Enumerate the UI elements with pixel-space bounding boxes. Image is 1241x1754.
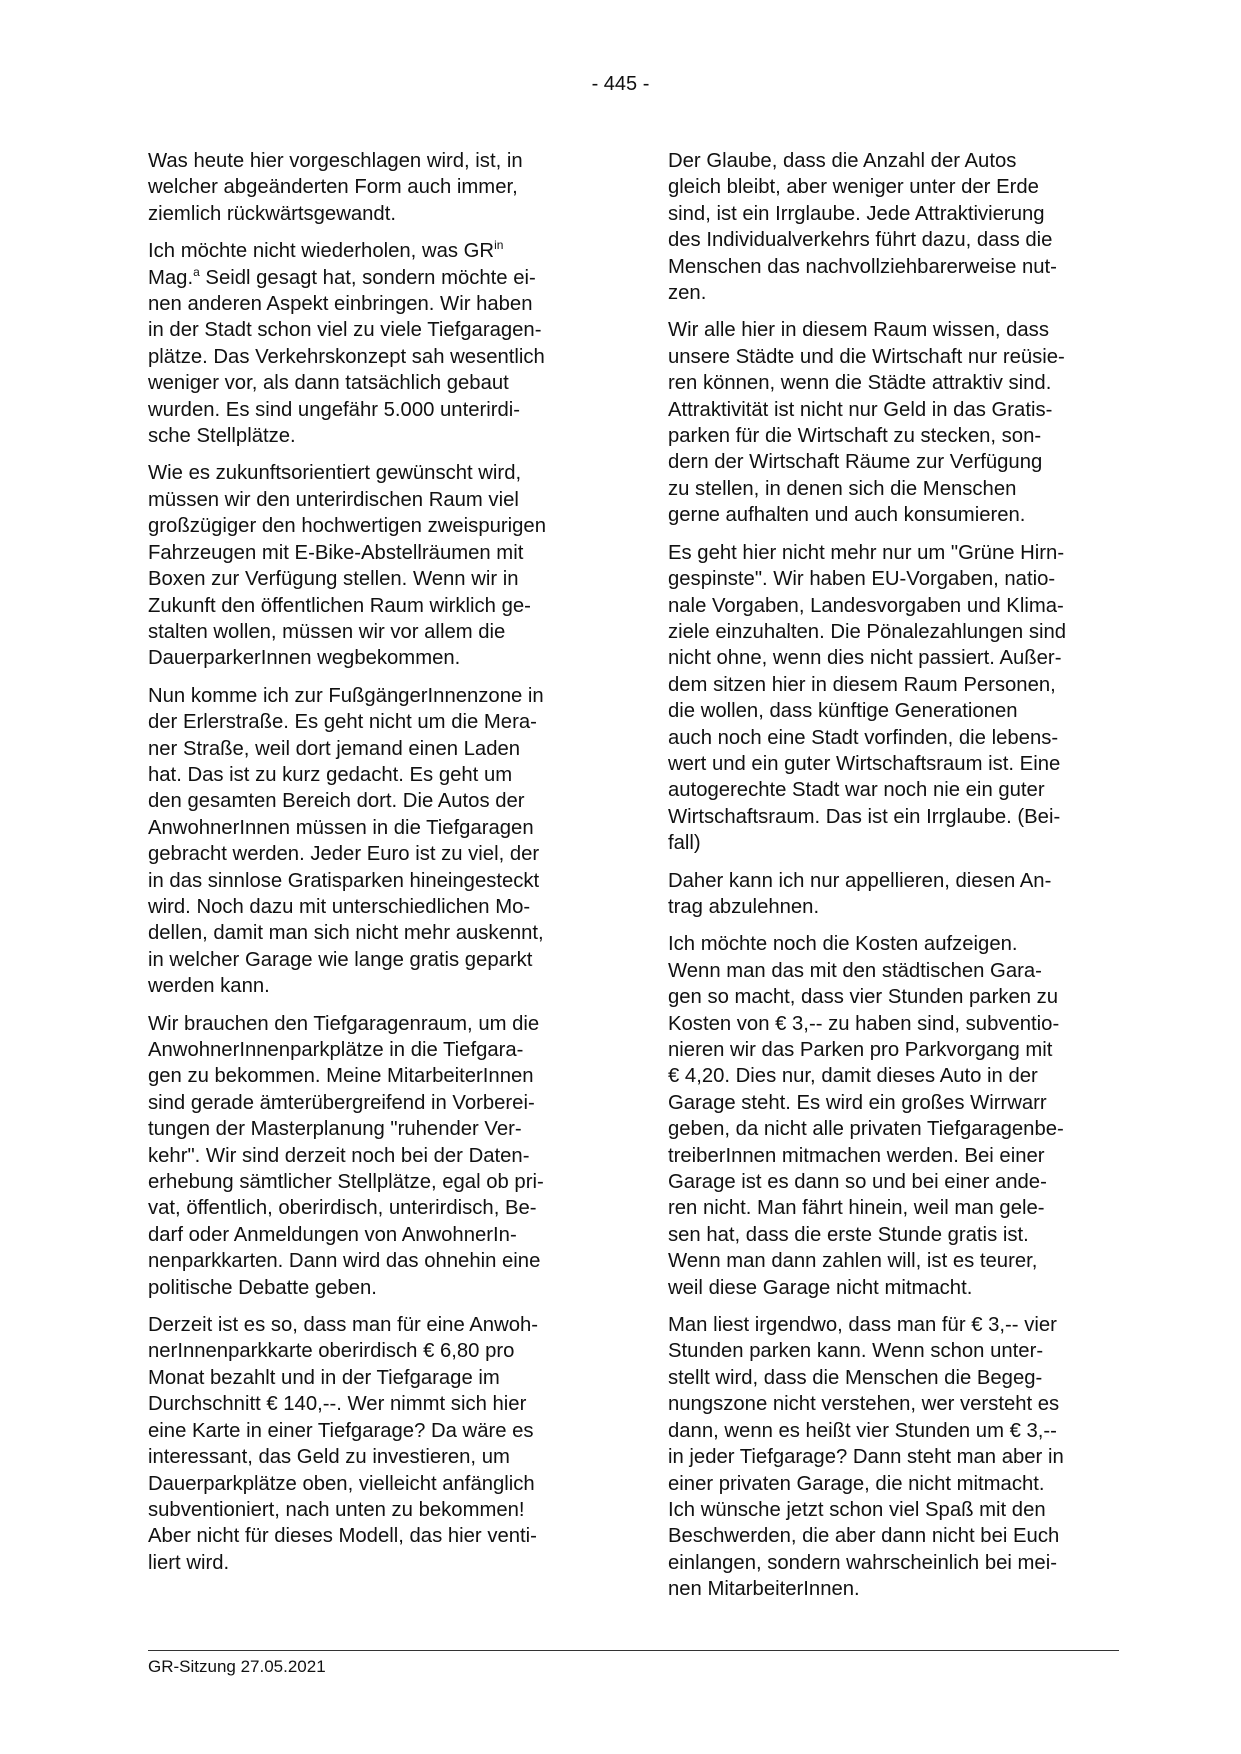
text-line: wurden. Es sind ungefähr 5.000 unterirdi-: [148, 398, 521, 421]
text-line: Boxen zur Verfügung stellen. Wenn wir in: [148, 568, 519, 591]
text-line: Ich möchte nicht wiederholen, was GR: [148, 240, 495, 263]
footer-divider: [148, 1650, 1119, 1651]
text-line: sind gerade ämterübergreifend in Vorberei-: [148, 1091, 535, 1114]
paragraph: [668, 540, 1120, 857]
text-line: Menschen das nachvollziehbarerweise nut-: [668, 255, 1057, 278]
text-line: Wenn man das mit den städtischen Gara-: [668, 959, 1042, 982]
text-line: Aber nicht für dieses Modell, das hier venti-: [148, 1525, 537, 1548]
text-line: einlangen, sondern wahrscheinlich bei mei-: [668, 1551, 1057, 1574]
text-line: politische Debatte geben.: [148, 1276, 377, 1299]
text-line: zen.: [668, 282, 707, 305]
text-line: in das sinnlose Gratisparken hineingesteckt: [148, 869, 540, 892]
text-line: erhebung sämtlicher Stellplätze, egal ob pri-: [148, 1171, 544, 1194]
text-line: sen hat, dass die erste Stunde gratis ist.: [668, 1223, 1029, 1246]
text-line: Seidl gesagt hat, sondern möchte ei-: [199, 266, 536, 289]
text-line: Man liest irgendwo, dass man für € 3,-- vier: [668, 1314, 1057, 1337]
text-line: autogerechte Stadt war noch nie ein guter: [668, 779, 1045, 802]
text-line: sche Stellplätze.: [148, 425, 296, 448]
text-line: tungen der Masterplanung "ruhender Ver-: [148, 1118, 522, 1141]
text-line: ner Straße, weil dort jemand einen Laden: [148, 737, 521, 760]
footer-session-date: GR-Sitzung 27.05.2021: [148, 1657, 326, 1676]
text-line: gleich bleibt, aber weniger unter der Erde: [668, 176, 1039, 199]
text-line: Was heute hier vorgeschlagen wird, ist, in: [148, 150, 523, 172]
text-line: plätze. Das Verkehrskonzept sah wesentlich: [148, 345, 545, 368]
text-line: Stunden parken kann. Wenn schon unter-: [668, 1340, 1044, 1363]
text-line: parken für die Wirtschaft zu stecken, son-: [668, 425, 1042, 448]
text-line: Wenn man dann zahlen will, ist es teurer,: [668, 1250, 1038, 1273]
text-line: Attraktivität ist nicht nur Geld in das Gratis-: [668, 398, 1053, 421]
text-line: Der Glaube, dass die Anzahl der Autos: [668, 150, 1017, 172]
paragraph: [668, 1312, 1120, 1602]
text-line: sind, ist ein Irrglaube. Jede Attraktivierung: [668, 202, 1045, 225]
left-column: [148, 148, 600, 1587]
text-line: Durchschnitt € 140,--. Wer nimmt sich hier: [148, 1393, 527, 1416]
text-line: Beschwerden, die aber dann nicht bei Euch: [668, 1525, 1060, 1548]
text-line: AnwohnerInnen müssen in die Tiefgaragen: [148, 816, 534, 839]
text-line: ren können, wenn die Städte attraktiv sind.: [668, 372, 1052, 395]
text-line: eine Karte in einer Tiefgarage? Da wäre es: [148, 1419, 534, 1442]
text-line: treiberInnen mitmachen werden. Bei einer: [668, 1144, 1045, 1167]
text-line: vat, öffentlich, oberirdisch, unterirdisch, Be-: [148, 1197, 537, 1220]
text-line: auch noch eine Stadt vorfinden, die lebens-: [668, 726, 1059, 749]
paragraph: [148, 238, 600, 449]
text-line: hat. Das ist zu kurz gedacht. Es geht um: [148, 763, 513, 786]
text-line: nungszone nicht verstehen, wer versteht es: [668, 1393, 1060, 1416]
text-line: großzügiger den hochwertigen zweispurigen: [148, 515, 546, 538]
text-line: des Individualverkehrs führt dazu, dass die: [668, 229, 1053, 252]
text-line: stellt wird, dass die Menschen die Begeg-: [668, 1366, 1043, 1389]
text-line: gebracht werden. Jeder Euro ist zu viel, der: [148, 843, 540, 866]
text-line: zu stellen, in denen sich die Menschen: [668, 477, 1017, 500]
text-line: in welcher Garage wie lange gratis geparkt: [148, 948, 533, 971]
text-line: weniger vor, als dann tatsächlich gebaut: [148, 372, 509, 395]
text-line: AnwohnerInnenparkplätze in die Tiefgara-: [148, 1039, 524, 1061]
text-line: dellen, damit man sich nicht mehr auskennt,: [148, 922, 544, 945]
text-line: Garage ist es dann so und bei einer ande-: [668, 1171, 1047, 1194]
text-line: darf oder Anmeldungen von AnwohnerIn-: [148, 1223, 517, 1246]
paragraph: [148, 460, 600, 671]
text-line: Dauerparkplätze oben, vielleicht anfänglich: [148, 1472, 535, 1495]
paragraph: [668, 931, 1120, 1301]
text-line: DauerparkerInnen wegbekommen.: [148, 647, 461, 670]
text-line: gespinste". Wir haben EU-Vorgaben, natio-: [668, 568, 1056, 591]
text-line: Derzeit ist es so, dass man für eine Anwoh-: [148, 1314, 539, 1337]
text-line: Ich möchte noch die Kosten aufzeigen.: [668, 933, 1018, 956]
text-line: ziele einzuhalten. Die Pönalezahlungen sind: [668, 620, 1067, 643]
text-line: in jeder Tiefgarage? Dann steht man aber in: [668, 1446, 1064, 1469]
paragraph: [148, 1011, 600, 1301]
text-line: gen so macht, dass vier Stunden parken zu: [668, 986, 1059, 1009]
paragraph: [668, 317, 1120, 528]
text-line: nerInnenparkkarte oberirdisch € 6,80 pro: [148, 1340, 515, 1363]
text-line: Ich wünsche jetzt schon viel Spaß mit den: [668, 1498, 1046, 1521]
superscript: in: [494, 238, 504, 253]
text-line: nale Vorgaben, Landesvorgaben und Klima-: [668, 594, 1064, 617]
text-line: unsere Städte und die Wirtschaft nur reüsie-: [668, 345, 1065, 368]
text-line: liert wird.: [148, 1551, 230, 1574]
text-line: dern der Wirtschaft Räume zur Verfügung: [668, 451, 1043, 474]
text-line: Kosten von € 3,-- zu haben sind, subventio-: [668, 1012, 1060, 1035]
text-line: geben, da nicht alle privaten Tiefgaragenbe-: [668, 1118, 1064, 1141]
text-line: einer privaten Garage, die nicht mitmacht.: [668, 1472, 1045, 1495]
text-line: werden kann.: [148, 975, 270, 998]
text-line: Fahrzeugen mit E-Bike-Abstellräumen mit: [148, 541, 524, 564]
text-line: nen anderen Aspekt einbringen. Wir haben: [148, 293, 533, 316]
paragraph: [148, 1312, 600, 1576]
text-line: wird. Noch dazu mit unterschiedlichen Mo-: [148, 895, 531, 918]
text-line: Es geht hier nicht mehr nur um "Grüne Hirn-: [668, 541, 1065, 564]
page-number: - 445 -: [591, 73, 650, 95]
text-line: Garage steht. Es wird ein großes Wirrwarr: [668, 1091, 1047, 1114]
text-line: ziemlich rückwärtsgewandt.: [148, 202, 396, 225]
text-line: dem sitzen hier in diesem Raum Personen,: [668, 673, 1056, 696]
text-line: wert und ein guter Wirtschaftsraum ist. Eine: [668, 752, 1061, 775]
text-line: € 4,20. Dies nur, damit dieses Auto in der: [668, 1065, 1038, 1088]
text-line: der Erlerstraße. Es geht nicht um die Mera-: [148, 711, 537, 734]
text-line: nieren wir das Parken pro Parkvorgang mit: [668, 1039, 1053, 1061]
text-line: ren nicht. Man fährt hinein, weil man gele-: [668, 1197, 1045, 1220]
text-line: nenparkkarten. Dann wird das ohnehin eine: [148, 1250, 541, 1273]
text-line: Wir alle hier in diesem Raum wissen, dass: [668, 319, 1049, 342]
text-line: kehr". Wir sind derzeit noch bei der Daten-: [148, 1144, 530, 1167]
text-line: die wollen, dass künftige Generationen: [668, 700, 1018, 723]
right-column: [668, 148, 1120, 1614]
text-line: Wir brauchen den Tiefgaragenraum, um die: [148, 1012, 540, 1035]
text-line: trag abzulehnen.: [668, 895, 820, 918]
text-line: Daher kann ich nur appellieren, diesen An-: [668, 869, 1052, 892]
text-block: [148, 293, 545, 447]
text-line: gen zu bekommen. Meine MitarbeiterInnen: [148, 1065, 534, 1088]
text-line: Nun komme ich zur FußgängerInnenzone in: [148, 684, 544, 707]
text-line: den gesamten Bereich dort. Die Autos der: [148, 790, 525, 813]
text-line: in der Stadt schon viel zu viele Tiefgaragen-: [148, 319, 542, 342]
text-line: Wie es zukunftsorientiert gewünscht wird,: [148, 462, 522, 485]
superscript: a: [193, 264, 200, 279]
text-line: gerne aufhalten und auch konsumieren.: [668, 504, 1026, 527]
paragraph: [668, 148, 1120, 306]
text-line: Mag.: [148, 266, 194, 289]
paragraph: [668, 868, 1120, 921]
text-line: weil diese Garage nicht mitmacht.: [668, 1276, 973, 1299]
text-line: welcher abgeänderten Form auch immer,: [148, 176, 518, 199]
paragraph: [148, 148, 600, 227]
text-line: nicht ohne, wenn dies nicht passiert. Außer-: [668, 647, 1062, 670]
text-line: dann, wenn es heißt vier Stunden um € 3,--: [668, 1419, 1057, 1442]
text-line: müssen wir den unterirdischen Raum viel: [148, 488, 519, 511]
text-line: Zukunft den öffentlichen Raum wirklich ge-: [148, 594, 531, 617]
text-line: interessant, das Geld zu investieren, um: [148, 1446, 510, 1469]
text-line: nen MitarbeiterInnen.: [668, 1578, 860, 1601]
text-line: Monat bezahlt und in der Tiefgarage im: [148, 1366, 500, 1389]
paragraph: [148, 683, 600, 1000]
text-line: Wirtschaftsraum. Das ist ein Irrglaube. (Bei-: [668, 805, 1061, 828]
text-line: stalten wollen, müssen wir vor allem die: [148, 620, 506, 643]
text-line: fall): [668, 832, 701, 855]
text-line: subventioniert, nach unten zu bekommen!: [148, 1498, 525, 1521]
